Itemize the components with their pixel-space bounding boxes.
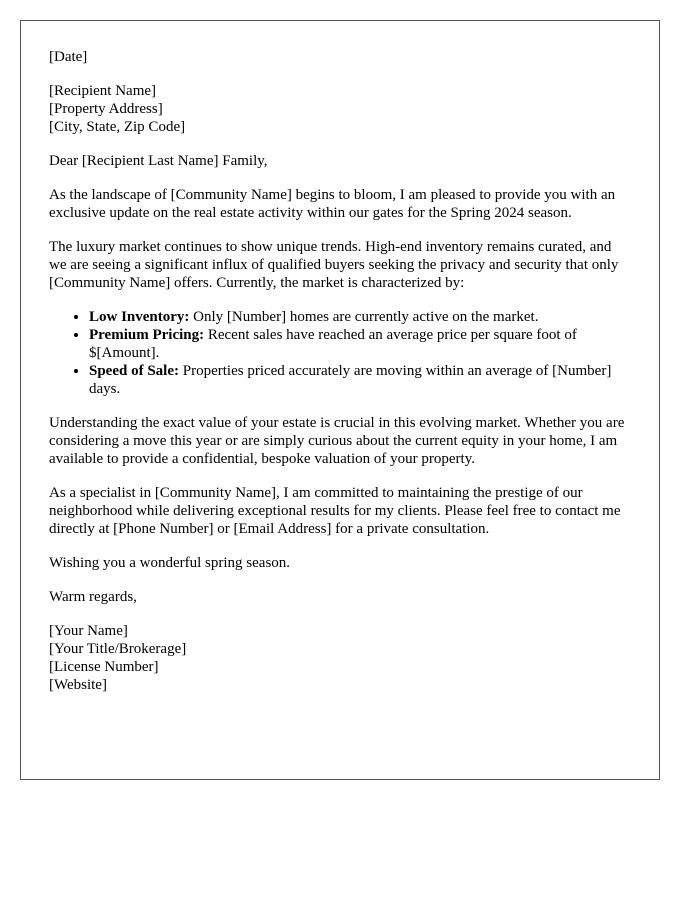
- letter-page: [20, 20, 660, 780]
- signature-block: [49, 622, 631, 694]
- wishes-paragraph: Wishing you a wonderful spring season.: [49, 555, 291, 571]
- list-item: [89, 362, 631, 398]
- signature-license: [License Number]: [49, 659, 159, 675]
- contact-paragraph: As a specialist in [Community Name], I am committed to maintaining the prestige of our neighborhood while delivering exceptional results for my clients. Please feel free to contact me directly at [Phone Number] or [Email Address] for a private consultation.: [49, 485, 621, 537]
- signature-title: [Your Title/Brokerage]: [49, 641, 187, 657]
- recipient-name: [Recipient Name]: [49, 83, 157, 99]
- market-paragraph: The luxury market continues to show unique trends. High-end inventory remains curated, and we are seeing a significant influx of qualified buyers seeking the privacy and security that only [Community Name] offers. Currently, the market is characterized by:: [49, 239, 619, 291]
- list-item-label: Low Inventory:: [89, 309, 190, 325]
- signature-name: [Your Name]: [49, 623, 128, 639]
- closing: Warm regards,: [49, 589, 137, 605]
- letter-date: [Date]: [49, 49, 88, 65]
- intro-paragraph: As the landscape of [Community Name] begins to bloom, I am pleased to provide you with an exclusive update on the real estate activity within our gates for the Spring 2024 season.: [49, 187, 616, 221]
- recipient-block: [49, 82, 631, 136]
- recipient-address: [Property Address]: [49, 101, 163, 117]
- list-item: [89, 308, 631, 326]
- market-trends-list: [49, 308, 631, 398]
- list-item-text: Properties priced accurately are moving within an average of [Number] days.: [89, 363, 612, 397]
- salutation: Dear [Recipient Last Name] Family,: [49, 153, 268, 169]
- list-item-text: Only [Number] homes are currently active on the market.: [189, 309, 539, 325]
- valuation-paragraph: Understanding the exact value of your estate is crucial in this evolving market. Whether you are considering a move this year or are simply curious about the current equity in your home, I am available to provide a confidential, bespoke valuation of your property.: [49, 415, 625, 467]
- list-item: [89, 326, 631, 362]
- list-item-label: Premium Pricing:: [89, 327, 205, 343]
- signature-website: [Website]: [49, 677, 107, 693]
- recipient-city-state-zip: [City, State, Zip Code]: [49, 119, 186, 135]
- list-item-label: Speed of Sale:: [89, 363, 179, 379]
- list-item-text: Recent sales have reached an average price per square foot of $[Amount].: [89, 327, 577, 361]
